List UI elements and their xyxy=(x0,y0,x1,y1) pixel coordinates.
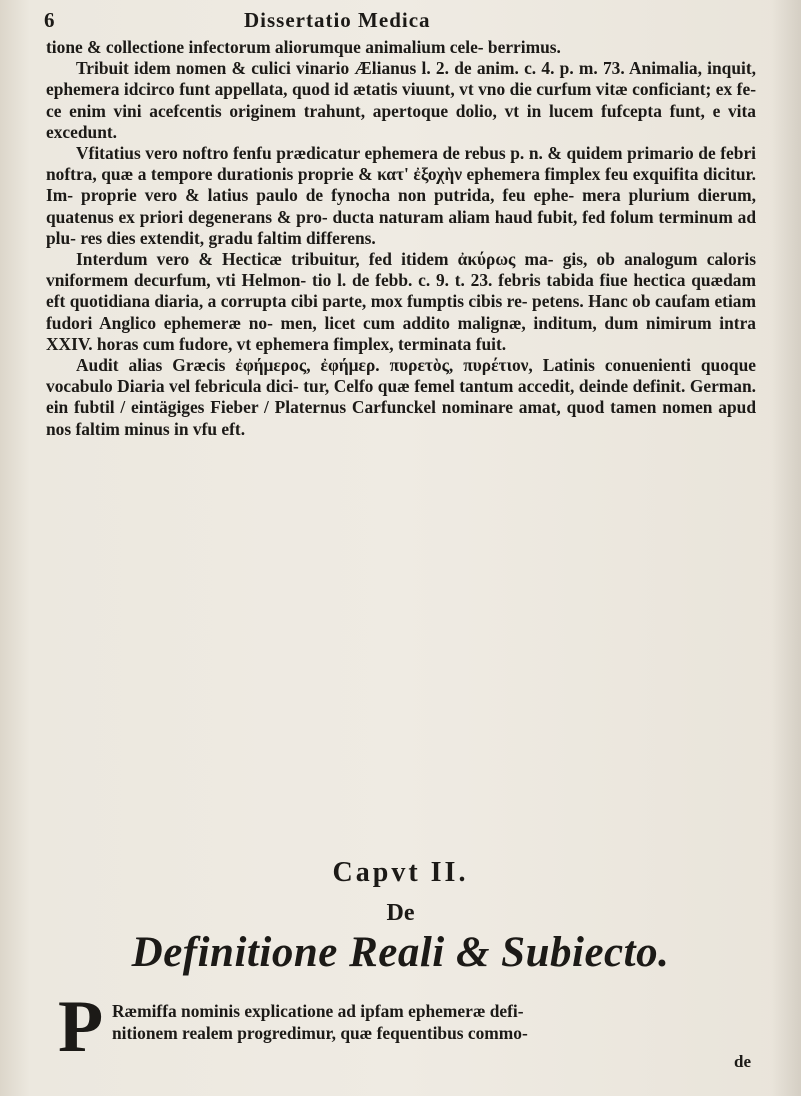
drop-cap: P xyxy=(58,986,104,1068)
paragraph-4: Interdum vero & Hecticæ tribuitur, fed itidem ἀκύρως ma- gis, ob analogum caloris vniformem decurfum, vti Helmon- tio l. de febb. c. 9. t. 23. febris tabida fiue hectica quædam eft quotidiana diaria, a corrupta cibi parte, mox fumptis cibis re- petens. Hanc ob caufam etiam fudori Anglico ephemeræ no- men, licet cum addito malignæ, inditum, dum nimirum intra XXIV. horas cum fudore, vt ephemera fimplex, terminata fuit. xyxy=(46,249,756,354)
chapter-subject: Definitione Reali & Subiecto. xyxy=(131,929,670,976)
catchword: de xyxy=(734,1052,751,1071)
body-text xyxy=(46,37,756,440)
first-paragraph-line-1: Ræmiffa nominis explicatione ad ipfam ephemeræ defi- xyxy=(112,1001,524,1021)
paragraph-5: Audit alias Græcis ἐφήμερος, ἐφήμερ. πυρετὸς, πυρέτιον, Latinis conuenienti quoque vocabulo Diaria vel febricula dici- tur, Celfo quæ femel tantum accedit, deinde definit. German. ein fubtil / eintägiges Fieber / Platernus Carfunckel nominare amat, quod tamen nomen apud nos faltim minus in vfu eft. xyxy=(46,355,756,439)
chapter-title: Capvt II. xyxy=(332,857,469,888)
first-paragraph-line-2: nitionem realem progredimur, quæ fequentibus commo- xyxy=(112,1023,528,1043)
page-number: 6 xyxy=(44,8,55,32)
paragraph-3: Vfitatius vero noftro fenfu prædicatur ephemera de rebus p. n. & quidem primario de febri noftra, quæ a tempore durationis proprie & κατ' ἐξοχὴν ephemera fimplex feu exquifita dicitur. Im- proprie vero & latius paulo de fynocha non putrida, feu ephe- mera plurium dierum, quatenus ex priori degenerans & pro- ducta naturam aliam haud fubit, fed folum terminum ad plu- res dies extendit, gradu faltim differens. xyxy=(46,143,756,248)
running-title: Dissertatio Medica xyxy=(244,8,431,32)
chapter-first-paragraph xyxy=(58,986,755,1068)
paragraph-2: Tribuit idem nomen & culici vinario Ælianus l. 2. de anim. c. 4. p. m. 73. Animalia, inquit, ephemera idcirco funt appellata, quod id ætatis viuunt, vt vno die curfum vitæ conficiant; ex fe- ce enim vini acefcentis originem trahunt, apertoque dolio, vt in lucem fufcepta funt, e vita excedunt. xyxy=(46,58,756,142)
chapter-de: De xyxy=(386,900,415,926)
paragraph-1: tione & collectione infectorum aliorumque animalium cele- berrimus. xyxy=(46,37,561,57)
